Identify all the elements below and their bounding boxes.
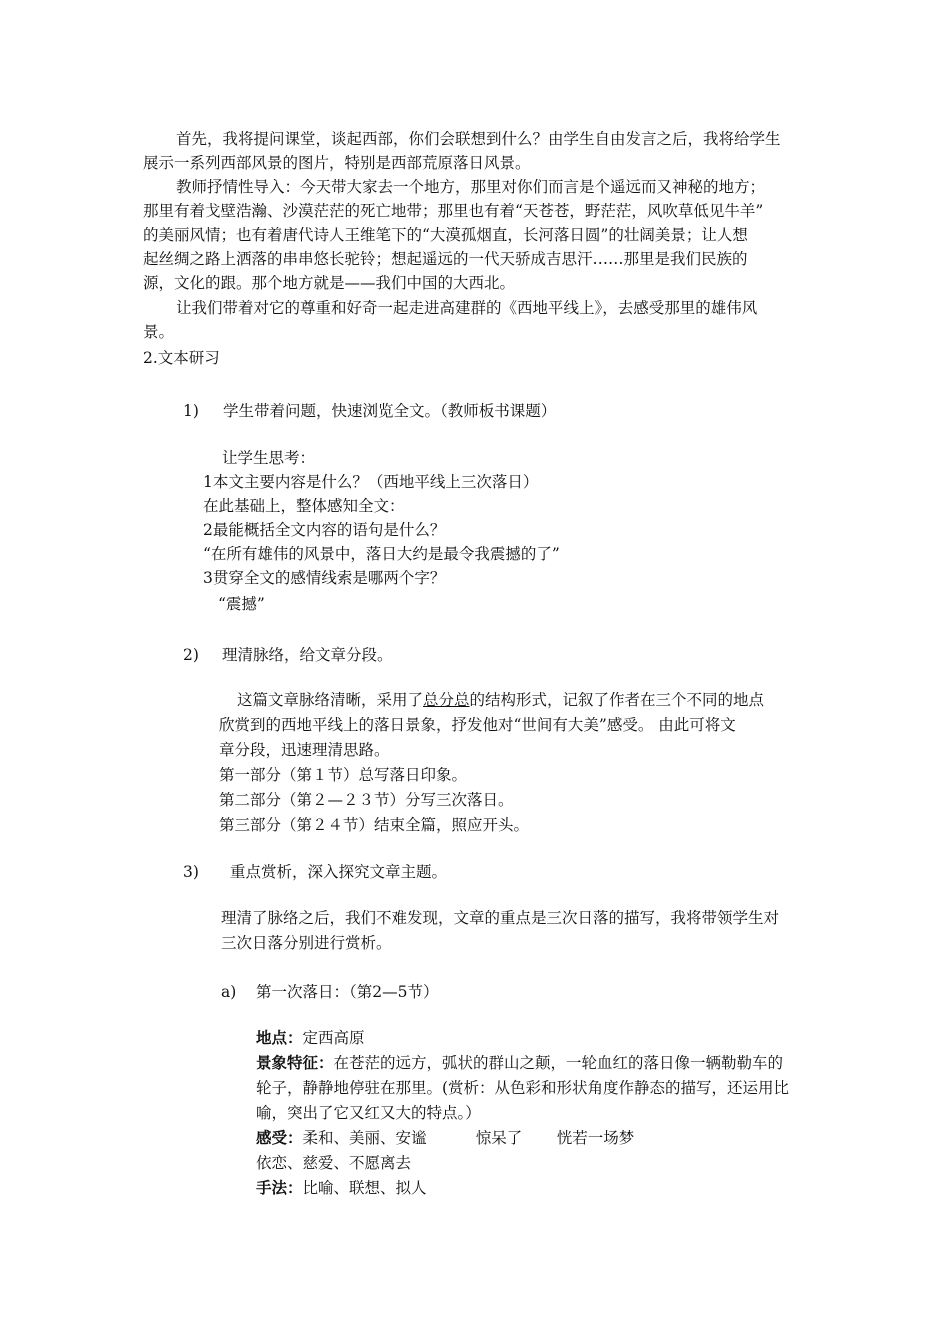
step3-para-line1: 理清了脉络之后，我们不难发现，文章的重点是三次日落的描写，我将带领学生对	[221, 909, 780, 927]
place-line	[256, 1026, 365, 1050]
intro-p2-line4: 起丝绸之路上洒落的串串悠长驼铃；想起遥远的一代天骄成吉思汗……那里是我们民族的	[143, 250, 748, 268]
step2-para-line2: 欣赏到的西地平线上的落日景象，抒发他对“世间有大美”感受。 由此可将文	[219, 716, 736, 734]
feeling-label: 感受：	[256, 1128, 303, 1147]
intro-p2-line3: 的美丽风情；也有着唐代诗人王维笔下的“大漠孤烟直，长河落日圆”的壮阔美景；让人想	[143, 226, 748, 244]
step1-question-3: 3贯穿全文的感情线索是哪两个字？	[203, 569, 446, 587]
sub-a-number: a)	[221, 983, 237, 1001]
step2-para-line1	[237, 688, 764, 712]
step2-part3: 第三部分（第２４节）结束全篇，照应开头。	[219, 816, 530, 834]
structure-underlined: 总分总	[423, 691, 470, 709]
intro-p2-line1: 教师抒情性导入：今天带大家去一个地方，那里对你们而言是个遥远而又神秘的地方；	[176, 178, 766, 196]
step1-answer-3: “震撼”	[218, 595, 265, 613]
feature-text-1: 在苍茫的远方，弧状的群山之颠，一轮血红的落日像一辆勒勒车的	[333, 1054, 784, 1072]
feature-line3: 喻，突出了它又红又大的特点。）	[256, 1104, 481, 1122]
feeling-line1	[256, 1126, 634, 1150]
step3-number: 3)	[183, 863, 199, 881]
feature-label: 景象特征：	[256, 1053, 334, 1072]
step2-part1: 第一部分（第１节）总写落日印象。	[219, 766, 468, 784]
step3-para-line2: 三次日落分别进行赏析。	[221, 934, 392, 952]
step2-text: 理清脉络，给文章分段。	[222, 646, 393, 664]
step1-question-1: 1本文主要内容是什么？（西地平线上三次落日）	[203, 473, 539, 491]
step2-part2: 第二部分（第２—２３节）分写三次落日。	[219, 791, 514, 809]
step2-line1-pre: 这篇文章脉络清晰，采用了	[237, 691, 424, 709]
feeling-line2: 依恋、慈爱、不愿离去	[256, 1154, 412, 1172]
section-heading: 2.文本研习	[143, 349, 220, 367]
step1-text: 学生带着问题，快速浏览全文。（教师板书课题）	[223, 402, 557, 420]
sub-a-title: 第一次落日：（第2—5节）	[256, 983, 439, 1001]
step2-para-line3: 章分段，迅速理清思路。	[219, 741, 390, 759]
feature-line2: 轮子，静静地停驻在那里。(赏析：从色彩和形状角度作静态的描写，还运用比	[256, 1079, 790, 1097]
step2-line1-post: 的结构形式，记叙了作者在三个不同的地点	[469, 691, 765, 709]
step1-think: 让学生思考：	[222, 449, 316, 467]
intro-p2-line2: 那里有着戈壁浩瀚、沙漠茫茫的死亡地带；那里也有着“天苍苍，野茫茫，风吹草低见牛羊”	[143, 202, 764, 220]
step1-question-2: 2最能概括全文内容的语句是什么？	[203, 521, 446, 539]
step2-number: 2)	[183, 646, 199, 664]
feature-line1	[256, 1051, 783, 1075]
step1-answer-2: “在所有雄伟的风景中，落日大约是最令我震撼的了”	[203, 545, 560, 563]
place-value: 定西高原	[302, 1029, 365, 1047]
intro-p3-line2: 景。	[143, 323, 175, 341]
intro-p3-line1: 让我们带着对它的尊重和好奇一起走进高建群的《西地平线上》，去感受那里的雄伟风	[176, 299, 758, 317]
place-label: 地点：	[256, 1028, 303, 1047]
step3-text: 重点赏析，深入探究文章主题。	[230, 863, 448, 881]
method-line	[256, 1176, 427, 1200]
feeling-value: 柔和、美丽、安谧 惊呆了 恍若一场梦	[302, 1129, 635, 1147]
step1-mid-text: 在此基础上，整体感知全文：	[203, 497, 405, 515]
intro-p1-line2: 展示一系列西部风景的图片，特别是西部荒原落日风景。	[143, 154, 531, 172]
method-label: 手法：	[256, 1178, 303, 1197]
intro-p2-line5: 源，文化的跟。那个地方就是——我们中国的大西北。	[143, 274, 516, 292]
method-value: 比喻、联想、拟人	[302, 1179, 427, 1197]
intro-p1-line1: 首先，我将提问课堂，谈起西部，你们会联想到什么？由学生自由发言之后，我将给学生	[176, 130, 781, 148]
step1-number: 1)	[183, 402, 199, 420]
